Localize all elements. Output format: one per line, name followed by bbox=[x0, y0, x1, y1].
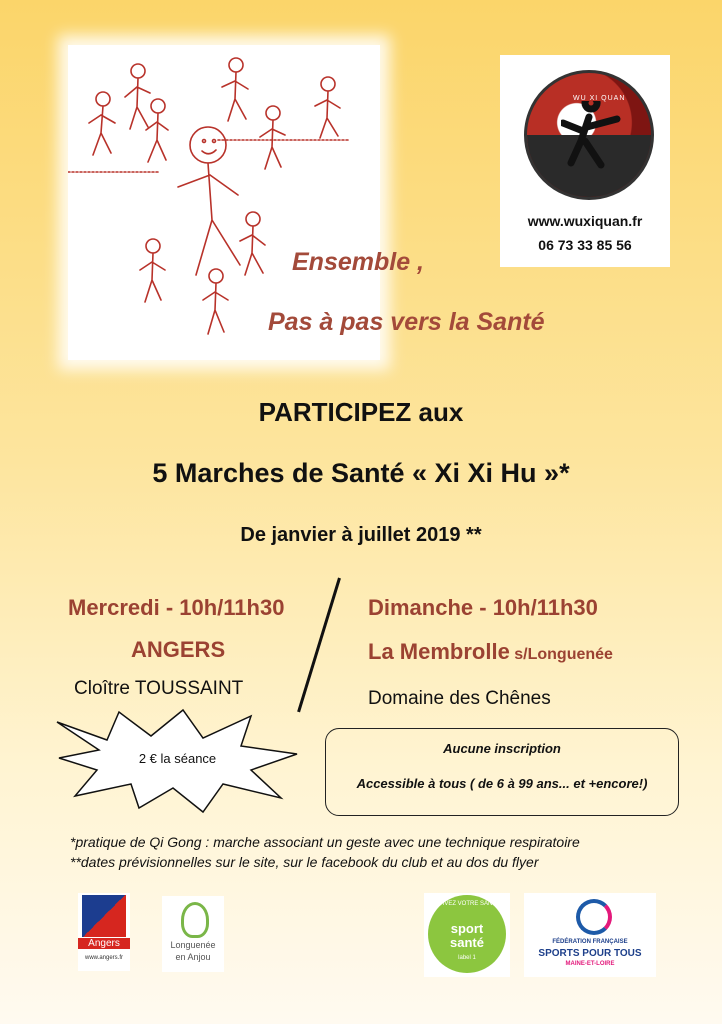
footnote-1: *pratique de Qi Gong : marche associant un geste avec une technique respiratoire bbox=[70, 834, 580, 850]
footnote-2: **dates prévisionnelles sur le site, sur le facebook du club et au dos du flyer bbox=[70, 854, 539, 870]
longuenee-label-1: Longuenée bbox=[170, 940, 216, 950]
angers-label: Angers bbox=[78, 938, 130, 949]
column-divider bbox=[297, 578, 341, 713]
slogan-line-2: Pas à pas vers la Santé bbox=[268, 308, 545, 336]
sport-sante-word-2: santé bbox=[450, 935, 484, 950]
sport-sante-logo bbox=[424, 893, 510, 977]
ffspt-line-1: FÉDÉRATION FRANÇAISE bbox=[552, 939, 628, 945]
wuxiquan-logo bbox=[524, 70, 654, 200]
longuenee-emblem-icon bbox=[181, 902, 209, 938]
left-session-city: ANGERS bbox=[131, 637, 226, 662]
ffspt-emblem-icon bbox=[576, 899, 612, 935]
right-session-place: Domaine des Chênes bbox=[368, 688, 551, 709]
slogan-line-1: Ensemble , bbox=[292, 248, 424, 276]
club-phone: 06 73 33 85 56 bbox=[538, 237, 632, 253]
kungfu-fighter-icon bbox=[561, 101, 621, 171]
angers-url: www.angers.fr bbox=[84, 955, 123, 961]
right-session-city-line bbox=[368, 639, 613, 665]
sport-sante-label: label 1 bbox=[458, 955, 476, 961]
ffspt-line-3: MAINE-ET-LOIRE bbox=[565, 961, 615, 967]
headline-event-name: 5 Marches de Santé « Xi Xi Hu »* bbox=[152, 458, 570, 488]
info-no-registration: Aucune inscription bbox=[443, 741, 561, 756]
right-session-city: La Membrolle bbox=[368, 639, 510, 664]
left-session-time: Mercredi - 10h/11h30 bbox=[68, 595, 285, 620]
angers-logo bbox=[78, 893, 130, 971]
longuenee-logo bbox=[162, 896, 224, 972]
info-box bbox=[325, 728, 679, 816]
right-session-city-suffix: s/Longuenée bbox=[514, 646, 613, 663]
logo-text: WU XI QUAN bbox=[573, 95, 626, 102]
sport-sante-arc-text: ACTIVEZ VOTRE SANTÉ ! bbox=[430, 901, 504, 907]
info-accessible: Accessible à tous ( de 6 à 99 ans... et +encore!) bbox=[356, 776, 648, 791]
left-session-place: Cloître TOUSSAINT bbox=[74, 678, 244, 699]
right-session-time: Dimanche - 10h/11h30 bbox=[368, 595, 598, 620]
price-starburst bbox=[55, 708, 300, 816]
ffspt-logo bbox=[524, 893, 656, 977]
club-website[interactable]: www.wuxiquan.fr bbox=[527, 213, 643, 229]
headline-dates: De janvier à juillet 2019 ** bbox=[240, 524, 482, 546]
ffspt-line-2: SPORTS POUR TOUS bbox=[538, 948, 642, 959]
club-logo-card bbox=[500, 55, 670, 267]
sport-sante-word-1: sport bbox=[450, 921, 484, 936]
longuenee-label-2: en Anjou bbox=[175, 952, 211, 962]
headline-participate: PARTICIPEZ aux bbox=[258, 397, 464, 427]
price-label: 2 € la séance bbox=[138, 751, 217, 766]
angers-emblem-icon bbox=[82, 895, 126, 937]
